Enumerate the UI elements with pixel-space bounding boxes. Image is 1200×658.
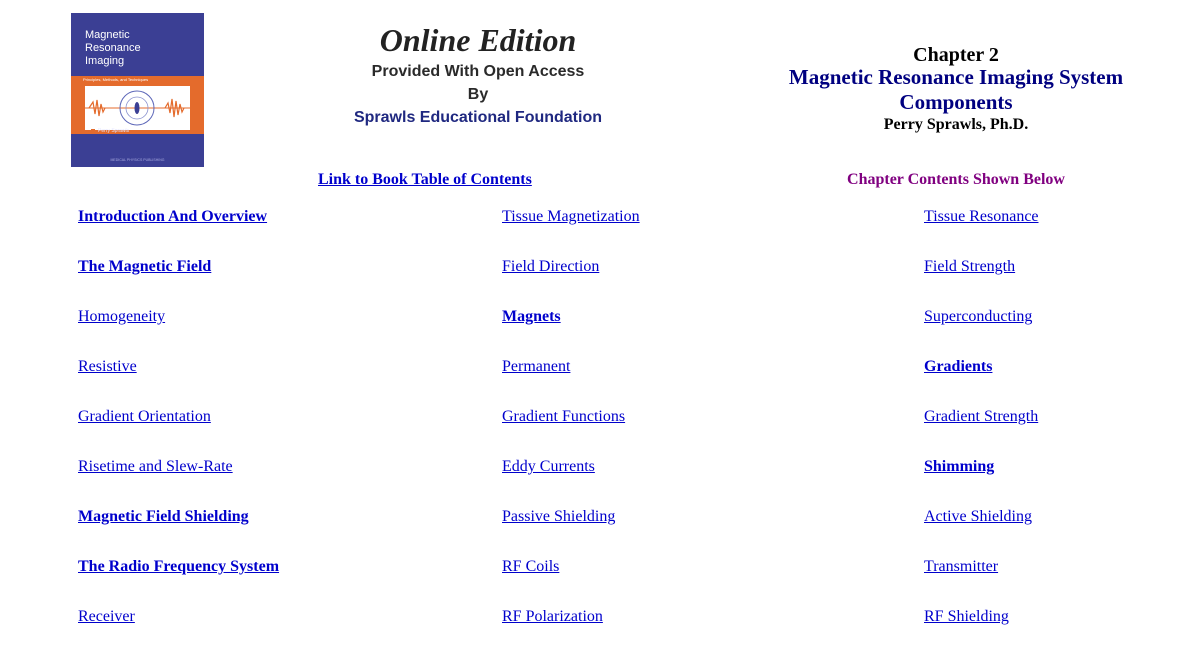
contents-row: [0, 358, 1200, 408]
section-link[interactable]: Homogeneity: [78, 308, 166, 325]
section-link[interactable]: Magnetic Field Shielding: [78, 508, 249, 525]
contents-row: [0, 308, 1200, 358]
book-toc-link[interactable]: Link to Book Table of Contents: [318, 171, 532, 188]
open-access-line: Provided With Open Access: [371, 63, 585, 80]
cover-title: Magnetic Resonance Imaging: [85, 29, 141, 67]
online-edition-heading: Online Edition: [379, 22, 577, 58]
contents-row: [0, 408, 1200, 458]
section-link[interactable]: Active Shielding: [924, 508, 1032, 525]
section-link[interactable]: Shimming: [924, 458, 995, 475]
section-link[interactable]: RF Shielding: [924, 608, 1009, 625]
cover-subtitle: Principles, Methods, and Techniques: [83, 77, 149, 82]
section-link[interactable]: Field Strength: [924, 258, 1016, 275]
section-link[interactable]: Gradient Functions: [502, 408, 626, 425]
foundation-line: Sprawls Educational Foundation: [353, 109, 602, 126]
contents-row: [0, 458, 1200, 508]
section-link[interactable]: RF Polarization: [502, 608, 603, 625]
section-link[interactable]: Tissue Magnetization: [502, 208, 640, 225]
section-link[interactable]: Passive Shielding: [502, 508, 616, 525]
section-link[interactable]: Gradient Orientation: [78, 408, 211, 425]
contents-row: [0, 558, 1200, 608]
cover-publisher: MEDICAL PHYSICS PUBLISHING: [110, 158, 165, 162]
section-link[interactable]: Receiver: [78, 608, 135, 625]
section-link[interactable]: The Magnetic Field: [78, 258, 212, 275]
section-link[interactable]: Permanent: [502, 358, 571, 375]
section-link[interactable]: Introduction And Overview: [78, 208, 268, 225]
section-link[interactable]: Resistive: [78, 358, 137, 375]
section-link[interactable]: Gradient Strength: [924, 408, 1039, 425]
contents-row: [0, 608, 1200, 658]
chapter-author: Perry Sprawls, Ph.D.: [883, 116, 1029, 133]
contents-row: [0, 258, 1200, 308]
contents-row: [0, 508, 1200, 558]
section-link[interactable]: RF Coils: [502, 558, 560, 575]
section-link[interactable]: The Radio Frequency System: [78, 558, 280, 575]
cover-illustration: [85, 86, 190, 130]
section-link[interactable]: Gradients: [924, 358, 993, 375]
chapter-title: Magnetic Resonance Imaging System Components: [788, 65, 1124, 114]
section-link[interactable]: Tissue Resonance: [924, 208, 1039, 225]
by-line: By: [467, 86, 489, 103]
book-cover-image: [71, 13, 204, 167]
section-link[interactable]: Superconducting: [924, 308, 1033, 325]
chapter-contents-grid: [0, 208, 1200, 658]
section-link[interactable]: Eddy Currents: [502, 458, 595, 475]
cover-author: Perry Sprawls: [91, 128, 129, 134]
cover-band: [71, 76, 204, 134]
chapter-number: Chapter 2: [913, 44, 999, 66]
contents-row: [0, 208, 1200, 258]
mri-signal-icon: [85, 86, 190, 130]
section-link[interactable]: Field Direction: [502, 258, 600, 275]
section-link[interactable]: Transmitter: [924, 558, 999, 575]
chapter-contents-note: Chapter Contents Shown Below: [847, 171, 1065, 188]
section-link[interactable]: Magnets: [502, 308, 561, 325]
section-link[interactable]: Risetime and Slew-Rate: [78, 458, 233, 475]
